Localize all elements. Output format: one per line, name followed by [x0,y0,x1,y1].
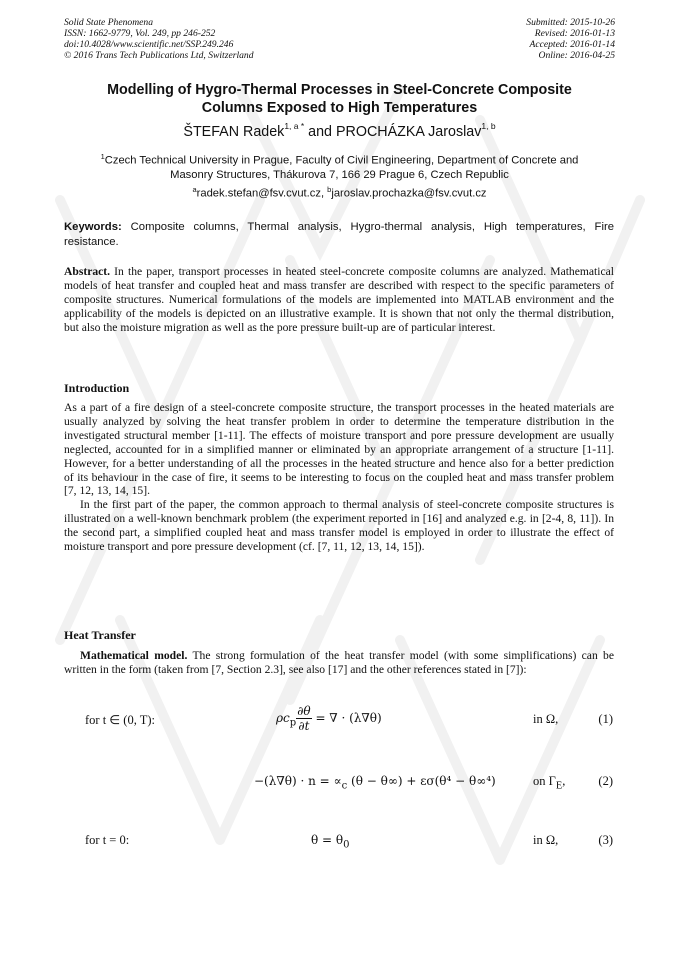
author-2: PROCHÁZKA Jaroslav [336,123,482,140]
email-b-marker: b [327,185,332,194]
email-a-marker: a [192,185,197,194]
equation-3-number: (3) [598,833,613,847]
equation-2-domain: on $\Gamma_E$, [533,774,566,792]
heat-transfer-body [64,649,614,677]
author-list [64,122,615,140]
email-b[interactable]: jaroslav.prochazka@fsv.cvut.cz [331,187,487,200]
equation-3-expression: $\theta = \theta_0$ [311,833,350,851]
date-accepted: Accepted: 2016-01-14 [529,39,615,51]
date-online: Online: 2016-04-25 [538,50,615,62]
date-submitted: Submitted: 2015-10-26 [526,17,615,28]
date-revised: Revised: 2016-01-13 [534,28,615,40]
equation-1-condition: for t ∈ (0, T): [85,713,156,727]
heat-transfer-paragraph [64,649,614,677]
equation-1-number: (1) [598,712,613,726]
author-1-affil: 1, a * [284,121,305,131]
issn: ISSN: 1662-9779, Vol. 249, pp 246-252 [64,28,216,40]
equation-2 [0,770,678,796]
title-line-1: Modelling of Hygro-Thermal Processes in Steel-Concrete Composite [107,82,572,98]
keywords [64,220,614,249]
introduction-body [64,401,614,554]
affiliation-line-1: Czech Technical University in Prague, Faculty of Civil Engineering, Department of Concrete and [104,154,579,167]
section-heading-introduction: Introduction [64,381,130,395]
heat-transfer-text: The strong formulation of the heat transfer model (with some simplifications) can be written in the form (taken from [7, Section 2.3], see also [17] and the other references stated in [7]): [64,649,614,676]
abstract-label: Abstract. [64,265,111,278]
section-heading-heat-transfer: Heat Transfer [64,628,136,642]
author-2-affil: 1, b [481,121,496,131]
publication-dates [526,17,615,61]
email-a[interactable]: radek.stefan@fsv.cvut.cz, [196,187,328,200]
introduction-paragraph-2: In the first part of the paper, the common approach to thermal analysis of steel-concrete composite structures is illustrated on a well-known benchmark problem (the experiment reported in [16] and analyzed e.g. in [2-4, 8, 11]). In the second part, a simplified coupled heat and mass transfer model is employed in order to illustrate the effect of moisture transport and pore pressure development (cf. [7, 11, 12, 13, 14, 15]). [64,498,614,554]
keywords-text: Composite columns, Thermal analysis, Hygro-thermal analysis, High temperatures, Fire resistance. [64,221,614,248]
journal-name: Solid State Phenomena [64,17,153,28]
affiliation-line-2: Masonry Structures, Thákurova 7, 166 29 Prague 6, Czech Republic [170,169,509,182]
author-emails [64,185,615,200]
equation-1-expression: $\rho c_p$ $\frac{\partial\theta}{\partial t}$ = ∇ · (λ∇θ) [276,704,382,733]
journal-info [64,17,254,61]
abstract [64,265,614,335]
equation-2-expression: $-(\lambda\nabla\theta) \cdot n = \propto_c$ (θ − θ∞) + εσ(θ⁴ − θ∞⁴) [254,774,496,792]
equation-3-condition: for t = 0: [85,833,130,847]
author-1: ŠTEFAN Radek [183,123,285,140]
subsection-label-mathematical-model: Mathematical model. [80,649,188,662]
affiliation [64,150,615,183]
doi[interactable]: doi:10.4028/www.scientific.net/SSP.249.246 [64,39,234,51]
abstract-text: In the paper, transport processes in heated steel-concrete composite columns are analyzed. Mathematical models of heat transfer and coupled heat and mass transfer are described with respect to the specific parameters of composite structures. Numerical formulations of the models are implemented into MATLAB environment and the applicability of the models is depicted on an illustrative example. It is shown that not only the thermal distribution, but also the moisture migration as well as the pore pressure built-up are of particular interest. [64,265,614,334]
equation-3-domain: in Ω, [533,833,559,847]
affiliation-marker: 1 [100,152,105,161]
equation-1-domain: in Ω, [533,712,559,726]
equation-2-number: (2) [598,774,613,788]
equation-1 [0,704,678,734]
equation-1-fraction: $\frac{\partial\theta}{\partial t}$ [297,704,311,733]
keywords-label: Keywords: [64,221,122,233]
paper-title [64,82,615,117]
author-conjunction: and [304,123,336,140]
title-line-2: Columns Exposed to High Temperatures [201,99,478,116]
introduction-paragraph-1: As a part of a fire design of a steel-concrete composite structure, the transport processes in the heated materials are usually analyzed by solving the heat transfer problem in order to determine the temperature distribution in the investigated structural member [1-11]. The effects of moisture transport and pore pressure development are usually neglected, accounted for in a simplified manner or eliminated by an appropriate arrangement of a structure [1-11]. However, for a better understanding of all the processes in the heated structure and hence also for a better prediction of its behaviour in the case of fire, it seems to be interesting to focus on the coupled heat and mass transfer problem [7, 12, 13, 14, 15]. [64,401,614,498]
equation-3 [0,829,678,855]
copyright: © 2016 Trans Tech Publications Ltd, Switzerland [64,50,254,62]
